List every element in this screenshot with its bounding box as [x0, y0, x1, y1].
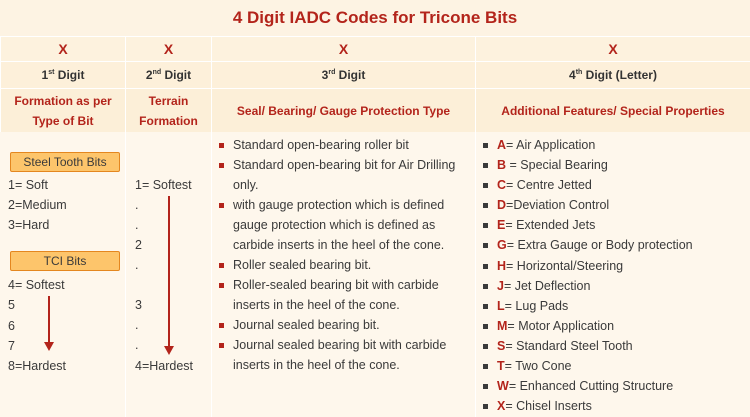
heading-seal-bearing: Seal/ Bearing/ Gauge Protection Type: [212, 89, 476, 134]
heading-row: [1, 89, 750, 134]
x-cell-2: X: [126, 37, 212, 62]
features-list: [481, 135, 746, 416]
tci-5: 5: [8, 298, 15, 312]
list-item: Journal sealed bearing bit with carbide inserts in the heel of the cone.: [217, 335, 469, 375]
digit-1-label: 1st Digit: [1, 62, 126, 89]
list-item: A= Air Application: [481, 135, 746, 155]
x-row: [1, 37, 750, 62]
steel-hard: 3=Hard: [8, 218, 50, 232]
list-item: T= Two Cone: [481, 356, 746, 376]
digit-4-label: 4th Digit (Letter): [476, 62, 750, 89]
list-item: B = Special Bearing: [481, 155, 746, 175]
table-body: [0, 132, 750, 417]
x-cell-4: X: [476, 37, 750, 62]
terrain-item: .: [135, 338, 139, 352]
tci-badge: TCI Bits: [10, 251, 120, 271]
list-item: L= Lug Pads: [481, 296, 746, 316]
list-item: H= Horizontal/Steering: [481, 256, 746, 276]
steel-soft: 1= Soft: [8, 178, 48, 192]
list-item: C= Centre Jetted: [481, 175, 746, 195]
header-grid: [0, 36, 750, 134]
list-item: W= Enhanced Cutting Structure: [481, 376, 746, 396]
list-item: Standard open-bearing bit for Air Drilling only.: [217, 155, 469, 195]
list-item: D=Deviation Control: [481, 195, 746, 215]
tci-softest: 4= Softest: [8, 278, 65, 292]
list-item: with gauge protection which is defined gauge protection which is defined as carbide inserts in the heel of the cone.: [217, 195, 469, 255]
digit-2-label: 2nd Digit: [126, 62, 212, 89]
list-item: Standard open-bearing roller bit: [217, 135, 469, 155]
terrain-item: 1= Softest: [135, 178, 192, 192]
list-item: Roller-sealed bearing bit with carbide inserts in the heel of the cone.: [217, 275, 469, 315]
list-item: J= Jet Deflection: [481, 276, 746, 296]
list-item: Journal sealed bearing bit.: [217, 315, 469, 335]
seal-bearing-list: [217, 135, 469, 375]
list-item: M= Motor Application: [481, 316, 746, 336]
steel-medium: 2=Medium: [8, 198, 67, 212]
heading-terrain: Terrain Formation: [126, 89, 212, 134]
down-arrow-icon: [164, 346, 174, 355]
terrain-arrow-line: [168, 196, 170, 348]
heading-formation: Formation as per Type of Bit: [1, 89, 126, 134]
x-cell-3: X: [212, 37, 476, 62]
tci-7: 7: [8, 339, 15, 353]
list-item: S= Standard Steel Tooth: [481, 336, 746, 356]
list-item: Roller sealed bearing bit.: [217, 255, 469, 275]
down-arrow-icon: [44, 342, 54, 351]
terrain-item: .: [135, 318, 139, 332]
list-item: E= Extended Jets: [481, 215, 746, 235]
digit-3-label: 3rd Digit: [212, 62, 476, 89]
x-cell-1: X: [1, 37, 126, 62]
hardness-arrow-line: [48, 296, 50, 344]
terrain-item: .: [135, 198, 139, 212]
column-divider: [475, 132, 476, 417]
steel-tooth-badge: Steel Tooth Bits: [10, 152, 120, 172]
formation-column: [0, 132, 125, 417]
digit-row: [1, 62, 750, 89]
terrain-item: .: [135, 258, 139, 272]
tci-hardest: 8=Hardest: [8, 359, 67, 373]
terrain-column: [125, 132, 211, 417]
list-item: X= Chisel Inserts: [481, 396, 746, 416]
terrain-item: 3: [135, 298, 142, 312]
terrain-item: .: [135, 218, 139, 232]
heading-features: Additional Features/ Special Properties: [476, 89, 750, 134]
terrain-item: 4=Hardest: [135, 359, 194, 373]
page-title: 4 Digit IADC Codes for Tricone Bits: [232, 8, 518, 27]
tci-6: 6: [8, 319, 15, 333]
terrain-item: 2: [135, 238, 142, 252]
list-item: G= Extra Gauge or Body protection: [481, 235, 746, 255]
column-divider: [211, 132, 212, 417]
